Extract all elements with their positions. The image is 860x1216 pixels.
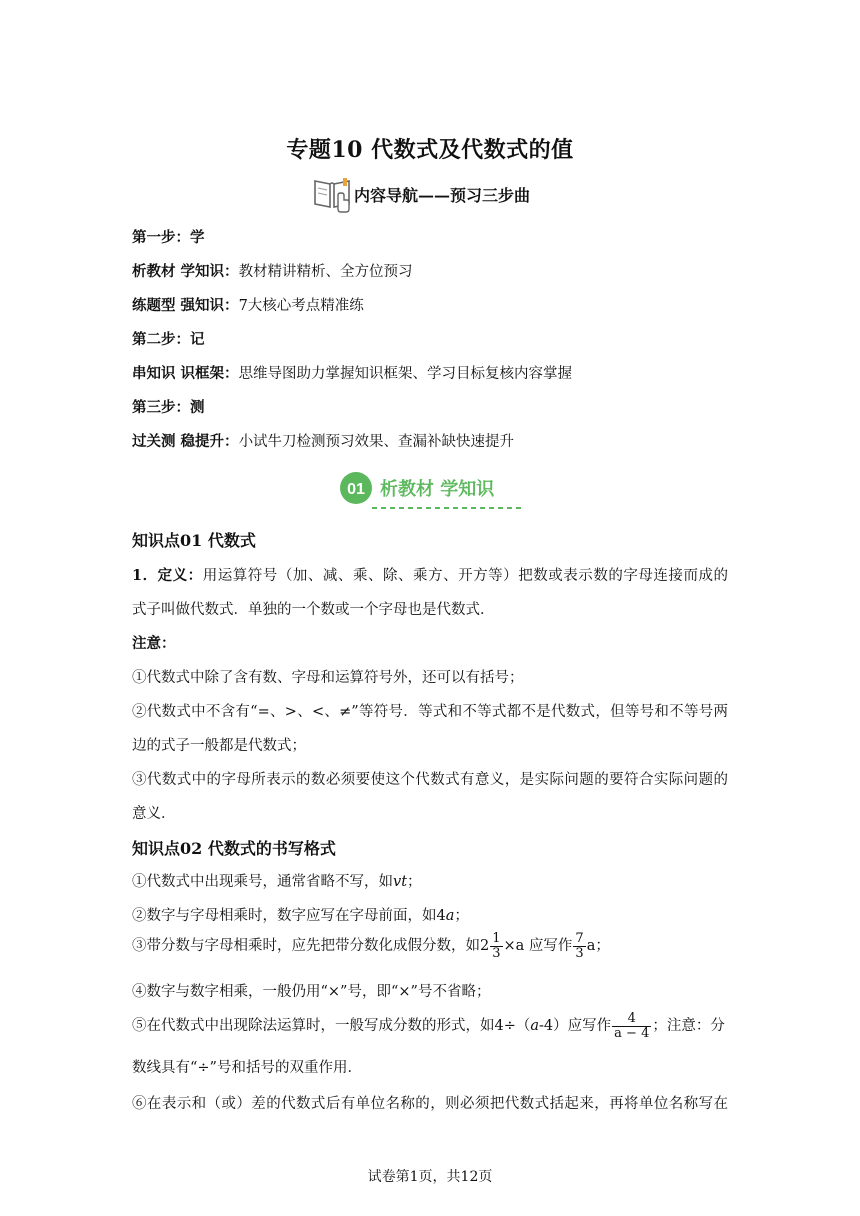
note-item: ②代数式中不含有“=、>、<、≠”等符号．等式和不等式都不是代数式，但等号和不等号两 — [132, 704, 728, 720]
step-line: 过关测 稳提升：小试牛刀检测预习效果、查漏补缺快速提升 — [132, 433, 515, 450]
knowledge-point-heading: 知识点01 代数式 — [132, 531, 256, 550]
fraction: $\frac{1}{3}$ — [492, 931, 501, 961]
rule-item: ①代数式中出现乘号，通常省略不写，如vt； — [132, 874, 422, 890]
navigation-label: 内容导航——预习三步曲 — [354, 185, 531, 205]
rule-item: ②数字与字母相乘时，数字应写在字母前面，如4a； — [132, 908, 469, 924]
note-item: ③代数式中的字母所表示的数必须要使这个代数式有意义，是实际问题的要符合实际问题的 — [132, 772, 728, 788]
section-number: 01 — [347, 481, 365, 498]
section-banner — [336, 470, 526, 510]
step-line: 练题型 强知识：7大核心考点精准练 — [132, 297, 364, 314]
fraction: $\frac{4}{a - 4}$ — [614, 1011, 650, 1041]
note-item: 边的式子一般都是代数式； — [132, 738, 306, 754]
rule-item: ④数字与数字相乘，一般仍用“×”号，即“×”号不省略； — [132, 984, 491, 1000]
note-item: 意义． — [132, 806, 176, 822]
rule-item: ③带分数与字母相乘时，应先把带分数化成假分数，如2 $\frac{1}{3}$ ×a 应写作 $\frac{7}{3}$ a； — [132, 931, 610, 961]
rule-item: 数线具有“÷”号和括号的双重作用． — [132, 1060, 362, 1076]
section-label: 析教材 学知识 — [380, 479, 495, 500]
rule-item: ⑤在代数式中出现除法运算时，一般写成分数的形式，如4÷（a-4）应写作 $\frac{4}{a - 4}$ ；注意：分 — [132, 1011, 725, 1041]
note-label: 注意： — [132, 635, 176, 652]
definition-line: 式子叫做代数式．单独的一个数或一个字母也是代数式． — [132, 602, 495, 618]
step-line: 第二步：记 — [132, 331, 205, 348]
fraction: $\frac{7}{3}$ — [575, 931, 584, 961]
step-line: 析教材 学知识：教材精讲精析、全方位预习 — [132, 263, 413, 280]
step-line: 第一步：学 — [132, 229, 205, 246]
definition-line: 1．定义：用运算符号（加、减、乘、除、乘方、开方等）把数或表示数的字母连接而成的 — [132, 567, 729, 584]
content-navigation — [312, 174, 530, 214]
page-footer: 试卷第1页，共12页 — [367, 1169, 493, 1185]
book-hand-icon — [312, 175, 352, 213]
step-line: 串知识 识框架：思维导图助力掌握知识框架、学习目标复核内容掌握 — [132, 365, 573, 382]
knowledge-point-heading: 知识点02 代数式的书写格式 — [132, 839, 336, 858]
step-line: 第三步：测 — [132, 399, 205, 416]
page-title: 专题10 代数式及代数式的值 — [286, 137, 574, 163]
note-item: ①代数式中除了含有数、字母和运算符号外，还可以有括号； — [132, 670, 524, 686]
rule-item: ⑥在表示和（或）差的代数式后有单位名称的，则必须把代数式括起来，再将单位名称写在 — [132, 1096, 728, 1112]
